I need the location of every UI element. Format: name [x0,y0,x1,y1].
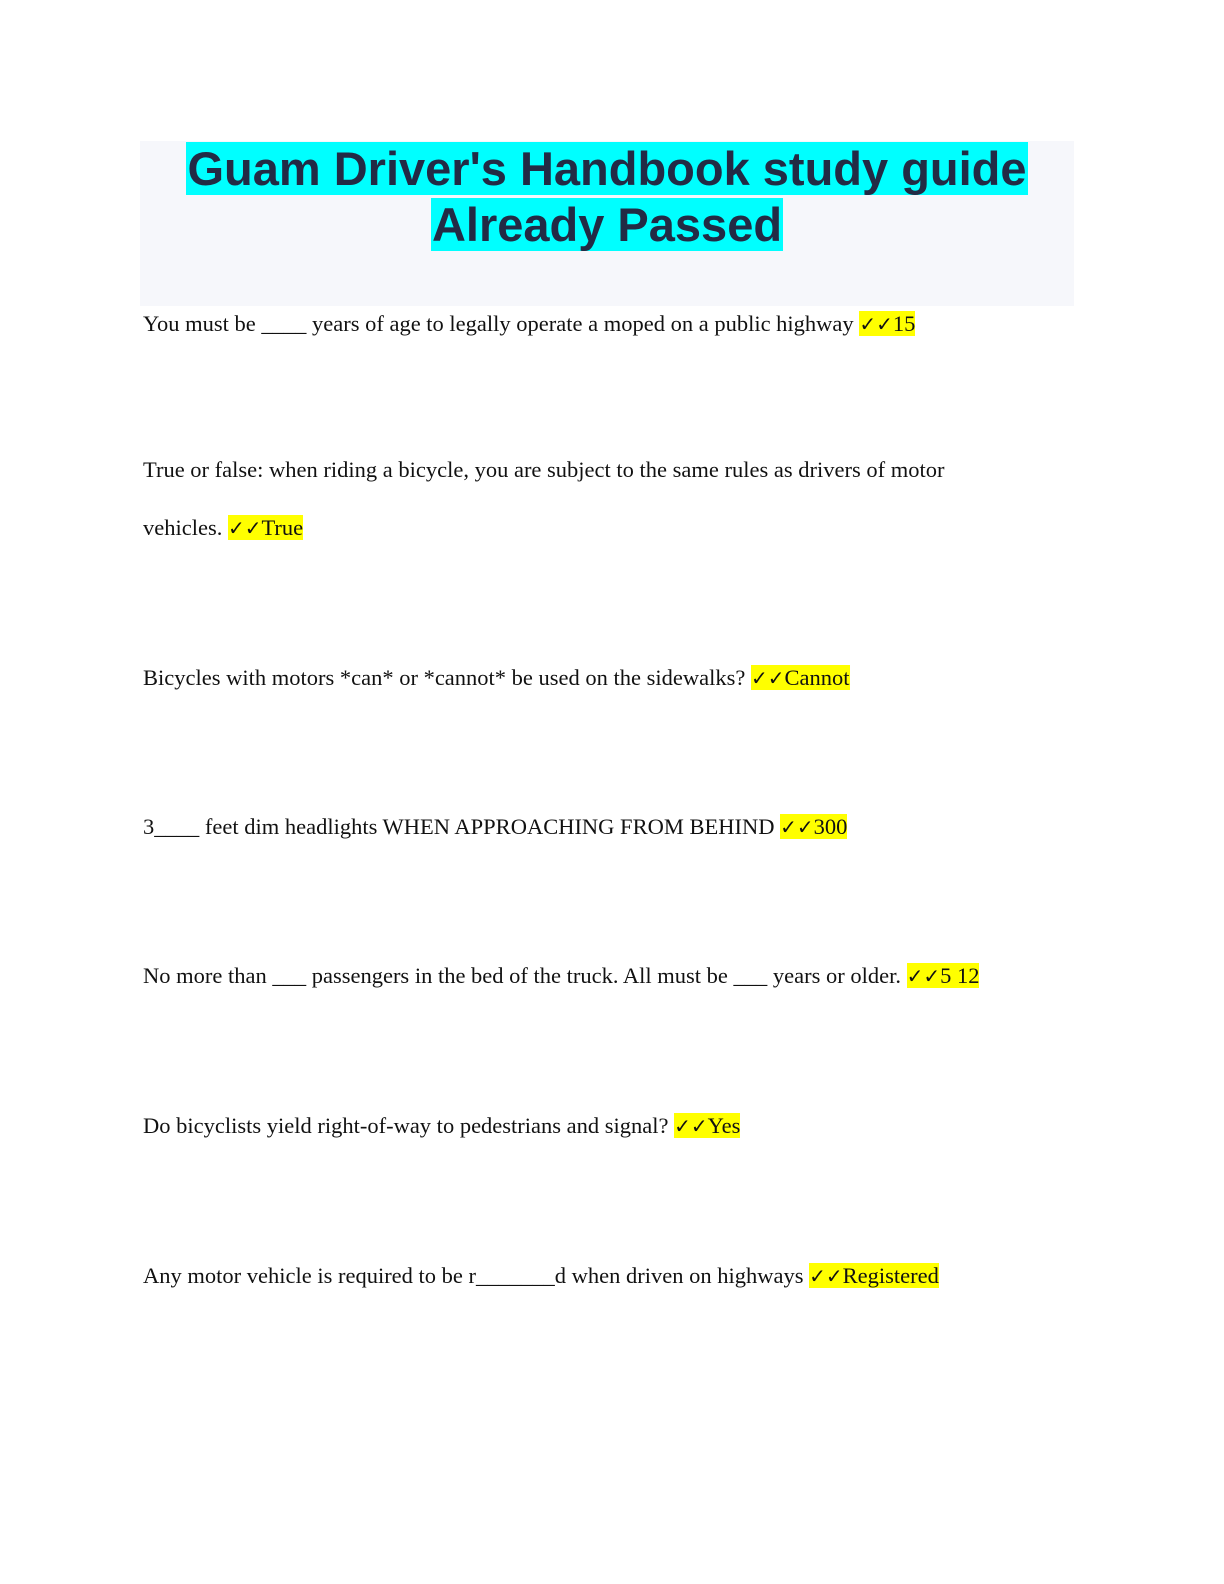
title-line-2: Already Passed [431,198,783,251]
answer-text: Registered [842,1263,939,1288]
answer-text: Cannot [784,665,850,690]
question-text: No more than ___ passengers in the bed of the truck. All must be ___ years or older. [143,963,907,988]
answer-highlight [907,963,980,988]
answer-highlight [228,515,303,540]
double-check-icon: ✓✓ [227,516,262,540]
question-5 [143,947,1043,1005]
title-line-1: Guam Driver's Handbook study guide [187,142,1027,195]
question-4 [143,798,1043,856]
answer-highlight [674,1113,740,1138]
question-text-line-2: vehicles. [143,515,228,540]
answer-text: True [261,515,304,540]
question-text: You must be ____ years of age to legally operate a moped on a public highway [143,311,860,336]
answer-highlight [780,814,847,839]
question-1 [143,295,1043,353]
question-2 [143,441,1043,557]
double-check-icon: ✓✓ [859,312,893,336]
answer-text: 15 [892,311,916,336]
question-text: 3____ feet dim headlights WHEN APPROACHING FROM BEHIND [143,814,781,839]
answer-text: 300 [813,814,848,839]
question-text: Bicycles with motors *can* or *cannot* be used on the sidewalks? [143,665,751,690]
question-text-line-1: True or false: when riding a bicycle, you are subject to the same rules as drivers of motor [143,457,945,482]
question-text: Do bicyclists yield right-of-way to pedestrians and signal? [143,1113,675,1138]
answer-text: Yes [707,1113,741,1138]
double-check-icon: ✓✓ [906,964,941,988]
double-check-icon: ✓✓ [809,1264,843,1288]
title-box [140,141,1074,306]
question-text: Any motor vehicle is required to be r_______d when driven on highways [143,1263,810,1288]
double-check-icon: ✓✓ [674,1114,708,1138]
question-6 [143,1097,1043,1155]
double-check-icon: ✓✓ [750,666,785,690]
answer-highlight [809,1263,939,1288]
question-7 [143,1247,1043,1305]
answer-highlight [859,311,915,336]
double-check-icon: ✓✓ [780,815,814,839]
question-3 [143,649,1043,707]
answer-text: 5 12 [940,963,980,988]
answer-highlight [751,665,850,690]
